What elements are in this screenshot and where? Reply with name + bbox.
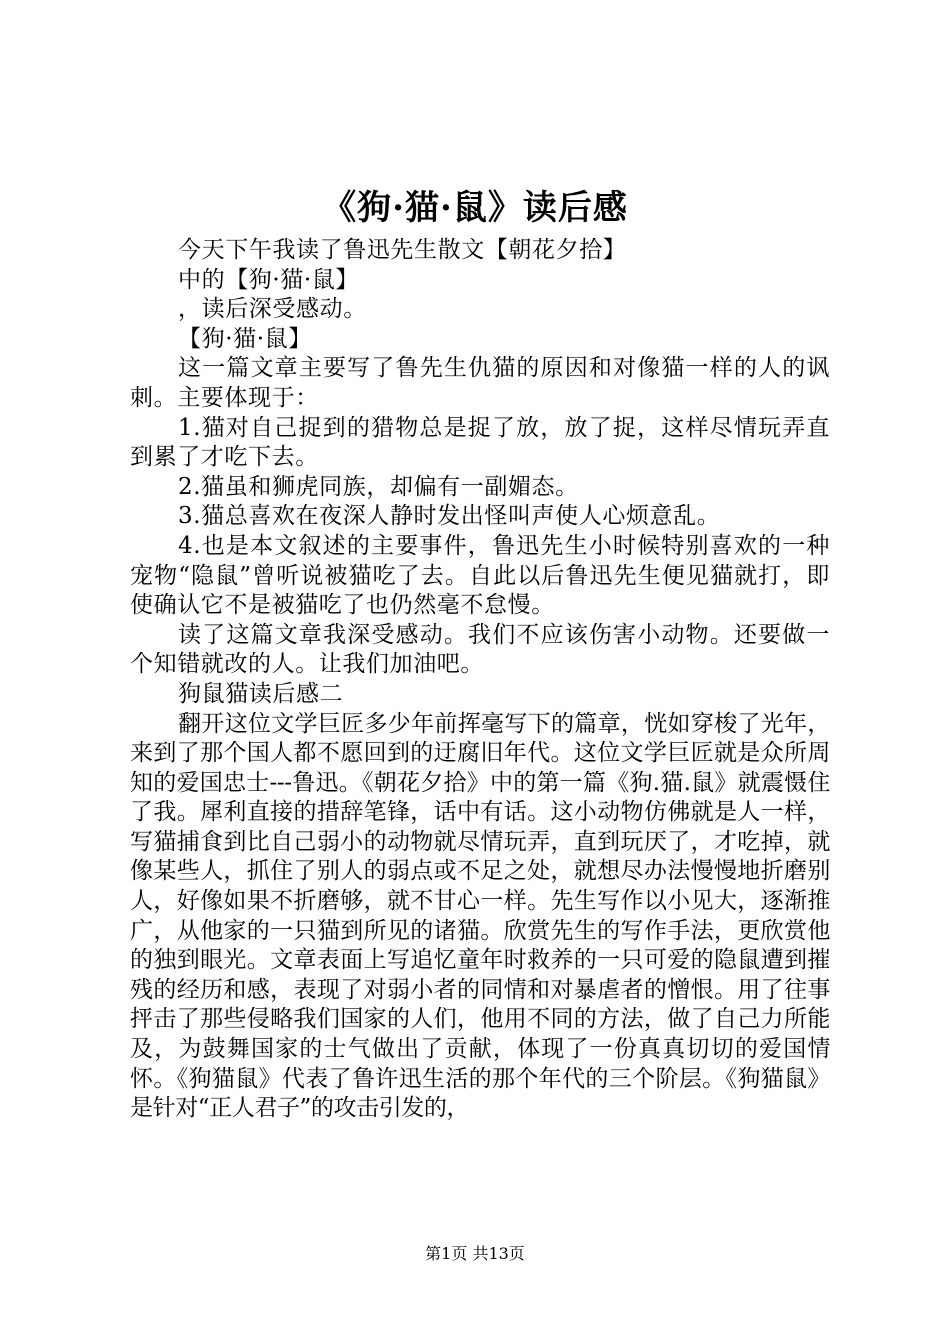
paragraph: 今天下午我读了鲁迅先生散文【朝花夕拾】 [178,237,627,263]
paragraph: 1.猫对自己捉到的猎物总是捉了放，放了捉，这样尽情玩弄直到累了才吃下去。 [130,414,830,471]
paragraph: 这一篇文章主要写了鲁先生仇猫的原因和对像猫一样的人的讽刺。主要体现于： [130,355,830,411]
document-body [130,236,830,1124]
paragraph: 3.猫总喜欢在夜深人静时发出怪叫声使人心烦意乱。 [178,503,721,530]
section-heading: 狗鼠猫读后感二 [178,680,344,707]
paragraph: 中的【狗·猫·鼠】 [178,266,360,293]
document-title: 《狗·猫·鼠》读后感 [322,188,628,228]
paragraph: 【狗·猫·鼠】 [178,325,312,352]
paragraph: 2.猫虽和狮虎同族，却偏有一副媚态。 [178,473,579,500]
paragraph: 读了这篇文章我深受感动。我们不应该伤害小动物。还要做一个知错就改的人。让我们加油吧。 [130,621,830,678]
paragraph: 4.也是本文叙述的主要事件，鲁迅先生小时候特别喜欢的一种宠物“隐鼠”曾听说被猫吃了去。自此以后鲁迅先生便见猫就打，即使确认它不是被猫吃了也仍然毫不怠慢。 [130,532,830,619]
paragraph: ，读后深受感动。 [178,296,367,323]
paragraph: 翻开这位文学巨匠多少年前挥毫写下的篇章，恍如穿梭了光年，来到了那个国人都不愿回到的迂腐旧年代。这位文学巨匠就是众所周知的爱国忠士---鲁迅。《朝花夕拾》中的第一篇《狗.猫.鼠》就震慑住了我。犀利直接的措辞笔锋，话中有话。这小动物仿佛就是人一样，写猫捕食到比自己弱小的动物就尽情玩弄，直到玩厌了，才吃掉，就像某些人，抓住了别人的弱点或不足之处，就想尽办法慢慢地折磨别人，好像如果不折磨够，就不甘心一样。先生写作以小见大，逐渐推广，从他家的一只猫到所见的诸猫。欣赏先生的写作手法，更欣赏他的独到眼光。文章表面上写追忆童年时救养的一只可爱的隐鼠遭到摧残的经历和感，表现了对弱小者的同情和对暴虐者的憎恨。用了往事抨击了那些侵略我们国家的人们，他用不同的方法，做了自己力所能及，为鼓舞国家的士气做出了贡献，体现了一份真真切切的爱国情怀。《狗猫鼠》代表了鲁许迅生活的那个年代的三个阶层。《狗猫鼠》是针对“正人君子”的攻击引发的， [130,710,830,1122]
page-number-footer: 第1页 共13页 [425,1244,525,1263]
